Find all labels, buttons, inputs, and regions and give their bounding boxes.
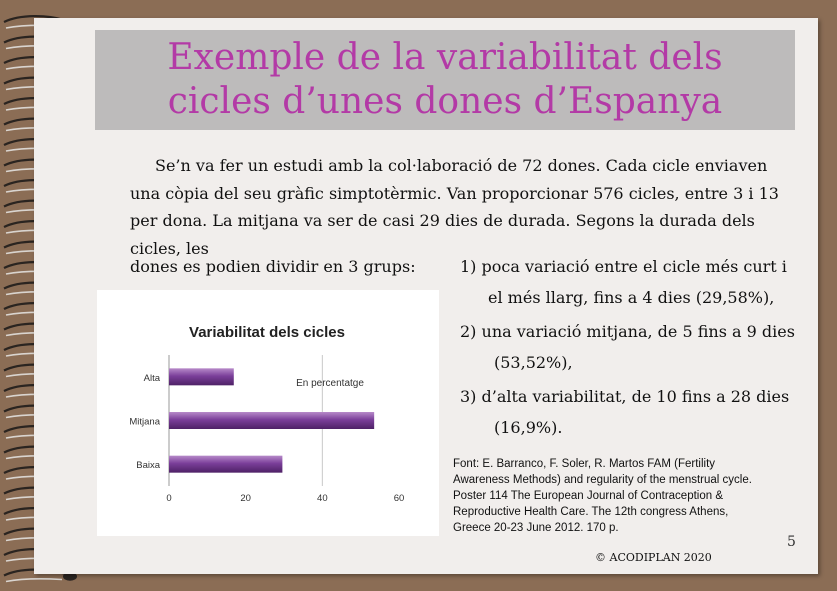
category-label: Baixa [136,460,160,472]
bar [169,412,374,429]
chart-panel [97,290,439,536]
copyright-notice: © ACODIPLAN 2020 [595,551,712,564]
x-tick-label: 60 [393,493,405,504]
group-3-line-2: (16,9%). [494,418,563,437]
category-label: Alta [143,372,160,384]
group-1-line-1: 1) poca variació entre el cicle més curt i [460,257,787,276]
slide-title [167,36,722,124]
x-tick-label: 40 [317,493,328,504]
source-citation [453,456,803,536]
group-3-line-1: 3) d’alta variabilitat, de 10 fins a 28 dies [460,387,790,406]
group-2-line-2: (53,52%), [494,353,573,372]
group-1-line-2: el més llarg, fins a 4 dies (29,58%), [488,288,775,307]
x-tick-label: 20 [240,493,251,504]
source-line-2: Awareness Methods) and regularity of the menstrual cycle. [453,474,752,486]
bar [169,456,282,473]
chart-annotation: En percentatge [296,378,364,389]
source-line-1: Font: E. Barranco, F. Soler, R. Martos FAM (Fertility [453,458,716,470]
source-line-5: Greece 20-23 June 2012. 170 p. [453,522,619,534]
groups-lead: dones es podien dividir en 3 grups: [130,257,416,276]
source-line-3: Poster 114 The European Journal of Contraception & [453,490,723,502]
bar [169,368,234,385]
group-2-line-1: 2) una variació mitjana, de 5 fins a 9 dies [460,322,795,341]
bar-chart [97,290,439,536]
title-banner [95,30,795,130]
title-line-2: cicles d’unes dones d’Espanya [167,81,723,122]
x-tick-label: 0 [166,493,172,504]
category-label: Mitjana [129,416,160,428]
page-number: 5 [787,534,796,550]
title-line-1: Exemple de la variabilitat dels [167,37,723,78]
chart-title: Variabilitat dels cicles [189,324,345,341]
intro-paragraph: Se’n va fer un estudi amb la col·laboració de 72 dones. Cada cicle enviaven una còpia del seu gràfic simptotèrmic. Van proporcionar 576 cicles, entre 3 i 13 per dona. La mitjana va ser de casi 29 dies de durada. Segons la durada dels cicles, les [130,156,779,258]
source-line-4: Reproductive Health Care. The 12th congress Athens, [453,506,729,518]
